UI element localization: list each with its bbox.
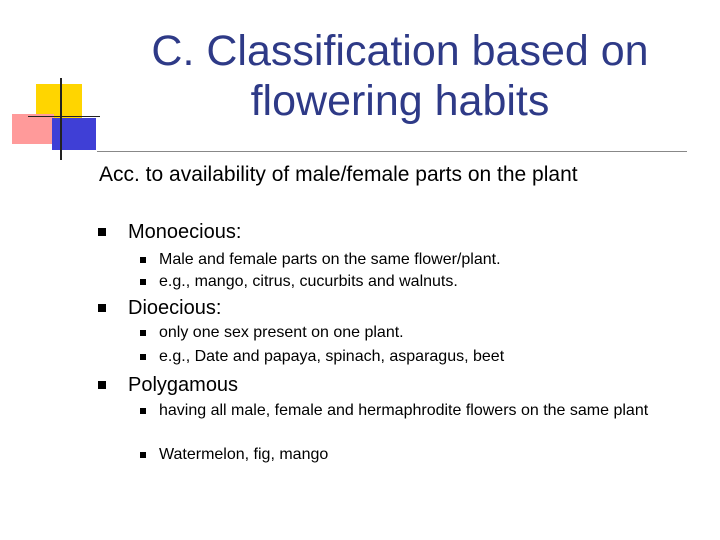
square-bullet-icon: [98, 381, 106, 389]
sub-bullet: [140, 445, 700, 464]
sub-bullet: [140, 272, 700, 291]
square-bullet-icon: [140, 257, 146, 263]
sub-bullet: [140, 323, 700, 342]
sub-bullet: [140, 250, 700, 269]
square-bullet-icon: [98, 228, 106, 236]
logo-horizontal-line: [28, 116, 100, 117]
logo-red-square: [12, 114, 54, 144]
bullet-label: Polygamous: [128, 374, 239, 396]
bullet-label: Dioecious:: [128, 297, 222, 319]
sub-bullet: [140, 401, 680, 420]
sub-bullet-text: Male and female parts on the same flower/plant.: [159, 251, 501, 268]
slide-title-line-2: flowering habits: [250, 77, 550, 125]
logo-vertical-line: [60, 78, 62, 160]
logo-blue-square: [52, 118, 96, 150]
sub-bullet-text: only one sex present on one plant.: [159, 324, 404, 341]
square-bullet-icon: [140, 330, 146, 336]
slide-title: [100, 26, 700, 126]
square-bullet-icon: [140, 452, 146, 458]
slide-subtitle: Acc. to availability of male/female parts on the plant: [99, 163, 578, 186]
title-divider: [97, 151, 687, 152]
bullet-label: Monoecious:: [128, 221, 242, 243]
square-bullet-icon: [140, 279, 146, 285]
sub-bullet-text: Watermelon, fig, mango: [159, 446, 329, 463]
square-bullet-icon: [98, 304, 106, 312]
sub-bullet-text: e.g., Date and papaya, spinach, asparagus, beet: [159, 348, 505, 365]
square-bullet-icon: [140, 408, 146, 414]
sub-bullet: [140, 347, 700, 366]
slide-title-line-1: C. Classification based on: [151, 27, 649, 75]
square-bullet-icon: [140, 354, 146, 360]
sub-bullet-text: having all male, female and hermaphrodite flowers on the same plant: [159, 402, 649, 419]
sub-bullet-text: e.g., mango, citrus, cucurbits and walnuts.: [159, 273, 458, 290]
